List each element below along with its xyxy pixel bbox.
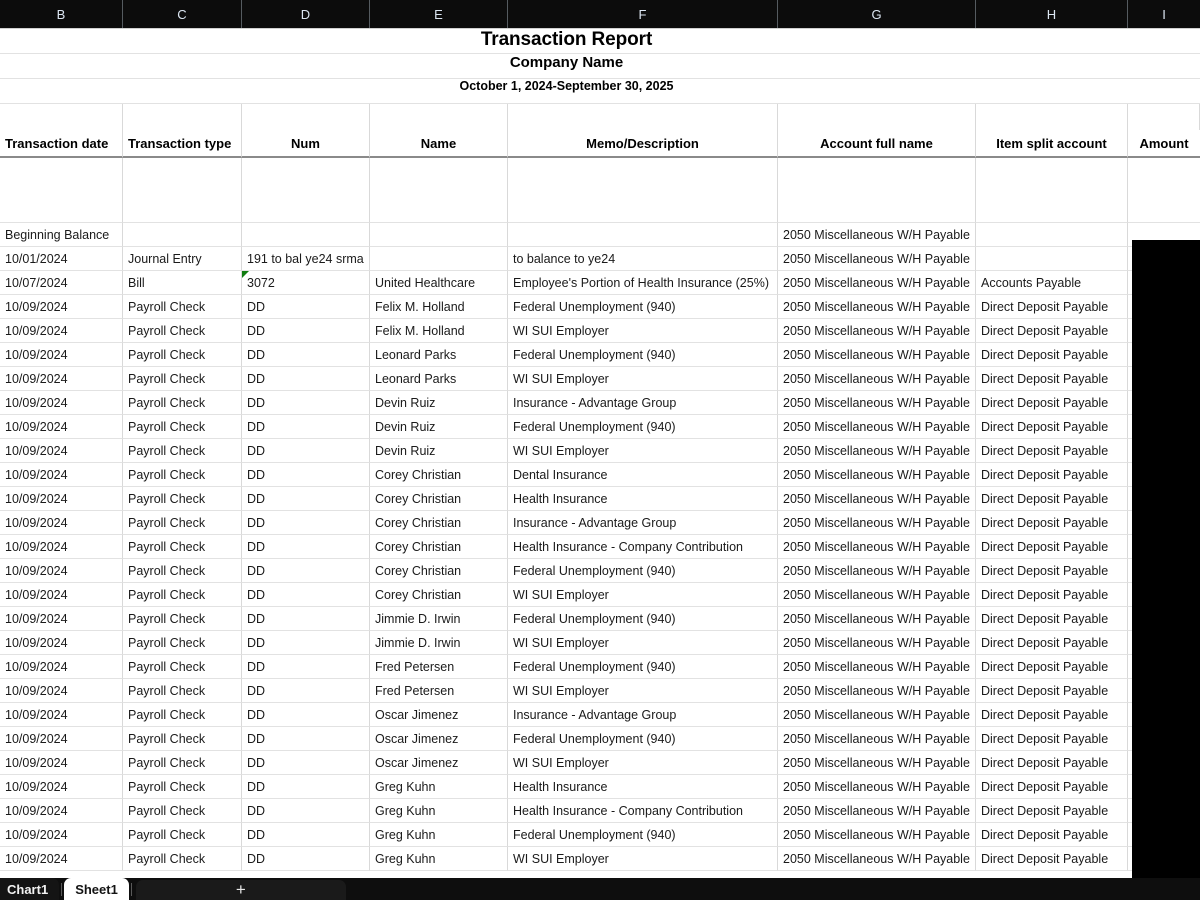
cell-num[interactable]: DD xyxy=(242,607,370,631)
cell-account[interactable]: 2050 Miscellaneous W/H Payable xyxy=(778,487,976,511)
cell-account[interactable]: 2050 Miscellaneous W/H Payable xyxy=(778,607,976,631)
tab-separator xyxy=(61,883,62,896)
cell-type[interactable]: Payroll Check xyxy=(123,727,242,751)
cell-num[interactable]: DD xyxy=(242,415,370,439)
table-row[interactable] xyxy=(0,487,1200,511)
table-row[interactable] xyxy=(0,727,1200,751)
cell-type[interactable]: Payroll Check xyxy=(123,463,242,487)
blank-spacer-row xyxy=(0,104,1200,130)
cell-num[interactable]: DD xyxy=(242,583,370,607)
cell-name[interactable]: United Healthcare xyxy=(370,271,508,295)
cell-memo[interactable]: Federal Unemployment (940) xyxy=(508,655,778,679)
cell-date[interactable]: 10/07/2024 xyxy=(0,271,123,295)
table-row[interactable] xyxy=(0,295,1200,319)
cell-memo[interactable]: Federal Unemployment (940) xyxy=(508,823,778,847)
cell-split[interactable]: Direct Deposit Payable xyxy=(976,415,1128,439)
cell-num[interactable]: 3072 xyxy=(242,271,370,295)
cell-split[interactable]: Direct Deposit Payable xyxy=(976,727,1128,751)
cell-type[interactable]: Payroll Check xyxy=(123,295,242,319)
cell-type[interactable]: Payroll Check xyxy=(123,367,242,391)
cell-memo[interactable]: to balance to ye24 xyxy=(508,247,778,271)
cell-num[interactable]: DD xyxy=(242,751,370,775)
cell-type[interactable]: Payroll Check xyxy=(123,511,242,535)
cell-type[interactable]: Payroll Check xyxy=(123,391,242,415)
grid-cell[interactable] xyxy=(976,104,1128,130)
cell-account[interactable]: 2050 Miscellaneous W/H Payable xyxy=(778,751,976,775)
cell-memo[interactable]: WI SUI Employer xyxy=(508,631,778,655)
cell-memo[interactable]: WI SUI Employer xyxy=(508,751,778,775)
cell-date[interactable]: 10/09/2024 xyxy=(0,631,123,655)
column-header-f[interactable]: F xyxy=(508,0,778,28)
cell-num[interactable]: DD xyxy=(242,727,370,751)
cell-name[interactable]: Fred Petersen xyxy=(370,655,508,679)
cell-split[interactable]: Direct Deposit Payable xyxy=(976,535,1128,559)
cell-date[interactable]: 10/09/2024 xyxy=(0,559,123,583)
cell-account[interactable]: 2050 Miscellaneous W/H Payable xyxy=(778,679,976,703)
report-company-row xyxy=(0,54,1200,79)
cell-account[interactable]: 2050 Miscellaneous W/H Payable xyxy=(778,439,976,463)
cell-num[interactable]: DD xyxy=(242,295,370,319)
cell-memo[interactable]: Federal Unemployment (940) xyxy=(508,415,778,439)
cell-num[interactable]: DD xyxy=(242,559,370,583)
cell-name[interactable]: Oscar Jimenez xyxy=(370,751,508,775)
table-header-cell[interactable]: Transaction type xyxy=(123,130,242,158)
table-row[interactable] xyxy=(0,679,1200,703)
table-row[interactable] xyxy=(0,367,1200,391)
cell-memo[interactable]: Dental Insurance xyxy=(508,463,778,487)
cell-account[interactable]: 2050 Miscellaneous W/H Payable xyxy=(778,559,976,583)
grid-cell[interactable] xyxy=(508,158,778,223)
cell-split[interactable]: Direct Deposit Payable xyxy=(976,319,1128,343)
cell-memo[interactable]: Federal Unemployment (940) xyxy=(508,727,778,751)
blank-tall-row xyxy=(0,158,1200,223)
cell-split[interactable]: Direct Deposit Payable xyxy=(976,511,1128,535)
grid-cell[interactable] xyxy=(778,104,976,130)
cell-name[interactable] xyxy=(370,223,508,247)
column-header-g[interactable]: G xyxy=(778,0,976,28)
cell-memo[interactable]: Insurance - Advantage Group xyxy=(508,391,778,415)
table-row[interactable] xyxy=(0,751,1200,775)
cell-type[interactable]: Payroll Check xyxy=(123,703,242,727)
sheet-tab-sheet1[interactable]: Sheet1 xyxy=(64,878,129,900)
cell-name[interactable]: Corey Christian xyxy=(370,487,508,511)
cell-account[interactable]: 2050 Miscellaneous W/H Payable xyxy=(778,511,976,535)
cell-split[interactable]: Direct Deposit Payable xyxy=(976,607,1128,631)
report-title-row xyxy=(0,29,1200,54)
cell-memo[interactable]: WI SUI Employer xyxy=(508,583,778,607)
cell-date[interactable]: 10/09/2024 xyxy=(0,703,123,727)
cell-type[interactable]: Payroll Check xyxy=(123,583,242,607)
cell-memo[interactable]: Insurance - Advantage Group xyxy=(508,511,778,535)
cell-name[interactable]: Corey Christian xyxy=(370,535,508,559)
column-header-h[interactable]: H xyxy=(976,0,1128,28)
cell-memo[interactable]: Federal Unemployment (940) xyxy=(508,607,778,631)
black-overlay-panel xyxy=(1132,240,1200,878)
cell-type[interactable]: Payroll Check xyxy=(123,775,242,799)
grid-cell[interactable] xyxy=(1128,79,1200,104)
table-header-cell[interactable]: Transaction date xyxy=(0,130,123,158)
column-header-d[interactable]: D xyxy=(242,0,370,28)
cell-name[interactable]: Leonard Parks xyxy=(370,343,508,367)
cell-account[interactable]: 2050 Miscellaneous W/H Payable xyxy=(778,703,976,727)
grid-cell[interactable] xyxy=(123,158,242,223)
cell-date[interactable]: 10/09/2024 xyxy=(0,535,123,559)
cell-name[interactable]: Fred Petersen xyxy=(370,679,508,703)
cell-num[interactable]: DD xyxy=(242,367,370,391)
cell-type[interactable]: Payroll Check xyxy=(123,823,242,847)
cell-date[interactable]: 10/09/2024 xyxy=(0,319,123,343)
cell-split[interactable]: Direct Deposit Payable xyxy=(976,847,1128,871)
cell-date[interactable]: 10/09/2024 xyxy=(0,487,123,511)
table-row[interactable] xyxy=(0,655,1200,679)
cell-split[interactable]: Direct Deposit Payable xyxy=(976,655,1128,679)
table-row[interactable] xyxy=(0,223,1200,247)
cell-name[interactable]: Greg Kuhn xyxy=(370,799,508,823)
cell-date[interactable]: 10/09/2024 xyxy=(0,367,123,391)
cell-name[interactable]: Corey Christian xyxy=(370,583,508,607)
cell-memo[interactable] xyxy=(508,223,778,247)
cell-num[interactable]: DD xyxy=(242,823,370,847)
cell-account[interactable]: 2050 Miscellaneous W/H Payable xyxy=(778,727,976,751)
cell-num[interactable]: DD xyxy=(242,703,370,727)
table-row[interactable] xyxy=(0,583,1200,607)
cell-memo[interactable]: Federal Unemployment (940) xyxy=(508,559,778,583)
table-header-cell[interactable]: Account full name xyxy=(778,130,976,158)
table-row[interactable] xyxy=(0,607,1200,631)
cell-account[interactable]: 2050 Miscellaneous W/H Payable xyxy=(778,775,976,799)
table-row[interactable] xyxy=(0,703,1200,727)
cell-num[interactable]: DD xyxy=(242,487,370,511)
cell-split[interactable]: Accounts Payable xyxy=(976,271,1128,295)
cell-memo[interactable]: Federal Unemployment (940) xyxy=(508,343,778,367)
cell-name[interactable]: Leonard Parks xyxy=(370,367,508,391)
cell-account[interactable]: 2050 Miscellaneous W/H Payable xyxy=(778,631,976,655)
table-header-cell[interactable]: Item split account xyxy=(976,130,1128,158)
tab-separator xyxy=(131,883,132,896)
table-row[interactable] xyxy=(0,463,1200,487)
cell-name[interactable]: Greg Kuhn xyxy=(370,823,508,847)
cell-account[interactable]: 2050 Miscellaneous W/H Payable xyxy=(778,367,976,391)
cell-type[interactable]: Payroll Check xyxy=(123,415,242,439)
table-row[interactable] xyxy=(0,247,1200,271)
cell-type[interactable]: Payroll Check xyxy=(123,655,242,679)
grid-cell[interactable] xyxy=(1128,104,1200,130)
cell-account[interactable]: 2050 Miscellaneous W/H Payable xyxy=(778,463,976,487)
cell-type[interactable]: Payroll Check xyxy=(123,343,242,367)
cell-num[interactable]: DD xyxy=(242,847,370,871)
table-header-cell[interactable]: Name xyxy=(370,130,508,158)
cell-name[interactable]: Greg Kuhn xyxy=(370,775,508,799)
cell-num[interactable] xyxy=(242,223,370,247)
column-header-c[interactable]: C xyxy=(123,0,242,28)
cell-date[interactable]: 10/09/2024 xyxy=(0,295,123,319)
grid-cell[interactable] xyxy=(370,158,508,223)
cell-memo[interactable]: Health Insurance xyxy=(508,487,778,511)
cell-date[interactable]: 10/09/2024 xyxy=(0,751,123,775)
cell-name[interactable]: Jimmie D. Irwin xyxy=(370,631,508,655)
grid-cell[interactable] xyxy=(242,158,370,223)
cell-date[interactable]: 10/09/2024 xyxy=(0,607,123,631)
sheet-tab-chart1[interactable]: Chart1 xyxy=(0,878,59,900)
cell-account[interactable]: 2050 Miscellaneous W/H Payable xyxy=(778,391,976,415)
cell-memo[interactable]: Health Insurance - Company Contribution xyxy=(508,799,778,823)
cell-num[interactable]: DD xyxy=(242,319,370,343)
grid-cell[interactable] xyxy=(508,104,778,130)
cell-account[interactable]: 2050 Miscellaneous W/H Payable xyxy=(778,415,976,439)
sheet-tab-bar xyxy=(0,878,1200,900)
cell-date[interactable]: 10/09/2024 xyxy=(0,463,123,487)
cell-error-triangle-icon xyxy=(242,271,249,278)
cell-memo[interactable]: Health Insurance - Company Contribution xyxy=(508,535,778,559)
cell-date[interactable]: 10/09/2024 xyxy=(0,823,123,847)
cell-account[interactable]: 2050 Miscellaneous W/H Payable xyxy=(778,823,976,847)
column-header-b[interactable]: B xyxy=(0,0,123,28)
cell-name[interactable]: Felix M. Holland xyxy=(370,295,508,319)
table-row[interactable] xyxy=(0,271,1200,295)
table-row[interactable] xyxy=(0,319,1200,343)
cell-name[interactable]: Felix M. Holland xyxy=(370,319,508,343)
cell-date[interactable]: 10/09/2024 xyxy=(0,727,123,751)
column-header-i[interactable]: I xyxy=(1162,6,1166,22)
cell-date[interactable]: 10/09/2024 xyxy=(0,583,123,607)
tab-bar-filler xyxy=(346,878,1200,900)
cell-type[interactable]: Payroll Check xyxy=(123,847,242,871)
cell-name[interactable]: Corey Christian xyxy=(370,511,508,535)
cell-memo[interactable]: Insurance - Advantage Group xyxy=(508,703,778,727)
table-row[interactable] xyxy=(0,343,1200,367)
grid-cell[interactable] xyxy=(1128,158,1200,223)
cell-split[interactable]: Direct Deposit Payable xyxy=(976,703,1128,727)
add-sheet-button[interactable]: + xyxy=(136,880,346,900)
cell-type[interactable]: Payroll Check xyxy=(123,559,242,583)
table-row[interactable] xyxy=(0,535,1200,559)
cell-split[interactable]: Direct Deposit Payable xyxy=(976,367,1128,391)
cell-type[interactable]: Payroll Check xyxy=(123,607,242,631)
grid-cell[interactable] xyxy=(1128,54,1200,79)
cell-split[interactable] xyxy=(976,247,1128,271)
cell-type[interactable]: Journal Entry xyxy=(123,247,242,271)
table-row[interactable] xyxy=(0,775,1200,799)
cell-num[interactable]: DD xyxy=(242,631,370,655)
cell-name[interactable]: Greg Kuhn xyxy=(370,847,508,871)
cell-date[interactable]: Beginning Balance xyxy=(0,223,123,247)
cell-split[interactable]: Direct Deposit Payable xyxy=(976,799,1128,823)
cell-memo[interactable]: WI SUI Employer xyxy=(508,679,778,703)
report-company-row-text: Company Name xyxy=(509,54,624,71)
cell-split[interactable]: Direct Deposit Payable xyxy=(976,295,1128,319)
cell-memo[interactable]: Federal Unemployment (940) xyxy=(508,295,778,319)
cell-name[interactable]: Devin Ruiz xyxy=(370,415,508,439)
cell-account[interactable]: 2050 Miscellaneous W/H Payable xyxy=(778,295,976,319)
cell-memo[interactable]: WI SUI Employer xyxy=(508,319,778,343)
cell-date[interactable]: 10/09/2024 xyxy=(0,679,123,703)
cell-date[interactable]: 10/09/2024 xyxy=(0,799,123,823)
table-header-cell[interactable]: Memo/Description xyxy=(508,130,778,158)
table-row[interactable] xyxy=(0,799,1200,823)
table-header-row xyxy=(0,130,1200,158)
cell-memo[interactable]: Employee's Portion of Health Insurance (25%) xyxy=(508,271,778,295)
cell-num[interactable]: 191 to bal ye24 srma xyxy=(242,247,370,271)
grid-cell[interactable] xyxy=(778,158,976,223)
cell-split[interactable]: Direct Deposit Payable xyxy=(976,823,1128,847)
cell-num[interactable]: DD xyxy=(242,391,370,415)
table-row[interactable] xyxy=(0,847,1200,871)
report-title-row-text: Transaction Report xyxy=(480,29,653,50)
cell-num[interactable]: DD xyxy=(242,799,370,823)
grid-cell[interactable] xyxy=(242,104,370,130)
cell-split[interactable]: Direct Deposit Payable xyxy=(976,751,1128,775)
cell-split[interactable]: Direct Deposit Payable xyxy=(976,679,1128,703)
table-row[interactable] xyxy=(0,415,1200,439)
cell-name[interactable]: Corey Christian xyxy=(370,463,508,487)
cell-num[interactable]: DD xyxy=(242,439,370,463)
cell-type[interactable]: Payroll Check xyxy=(123,487,242,511)
grid-cell[interactable] xyxy=(0,104,123,130)
table-row[interactable] xyxy=(0,559,1200,583)
cell-num[interactable]: DD xyxy=(242,775,370,799)
grid-cell[interactable] xyxy=(0,158,123,223)
cell-memo[interactable]: WI SUI Employer xyxy=(508,847,778,871)
report-period-row xyxy=(0,79,1200,104)
report-period-row-text: October 1, 2024-September 30, 2025 xyxy=(459,79,674,93)
cell-split[interactable]: Direct Deposit Payable xyxy=(976,559,1128,583)
table-row[interactable] xyxy=(0,511,1200,535)
cell-date[interactable]: 10/09/2024 xyxy=(0,415,123,439)
cell-split[interactable]: Direct Deposit Payable xyxy=(976,487,1128,511)
cell-num[interactable]: DD xyxy=(242,679,370,703)
column-header-e[interactable]: E xyxy=(370,0,508,28)
cell-num[interactable]: DD xyxy=(242,535,370,559)
cell-memo[interactable]: WI SUI Employer xyxy=(508,367,778,391)
cell-split[interactable] xyxy=(976,223,1128,247)
cell-account[interactable]: 2050 Miscellaneous W/H Payable xyxy=(778,271,976,295)
cell-account[interactable]: 2050 Miscellaneous W/H Payable xyxy=(778,799,976,823)
cell-num[interactable]: DD xyxy=(242,343,370,367)
table-row[interactable] xyxy=(0,631,1200,655)
cell-date[interactable]: 10/09/2024 xyxy=(0,775,123,799)
cell-name[interactable]: Devin Ruiz xyxy=(370,439,508,463)
cell-account[interactable]: 2050 Miscellaneous W/H Payable xyxy=(778,847,976,871)
cell-split[interactable]: Direct Deposit Payable xyxy=(976,391,1128,415)
spreadsheet-grid xyxy=(0,29,1200,871)
cell-name[interactable]: Corey Christian xyxy=(370,559,508,583)
cell-type[interactable]: Payroll Check xyxy=(123,631,242,655)
cell-account[interactable]: 2050 Miscellaneous W/H Payable xyxy=(778,247,976,271)
cell-split[interactable]: Direct Deposit Payable xyxy=(976,583,1128,607)
cell-name[interactable]: Jimmie D. Irwin xyxy=(370,607,508,631)
grid-cell[interactable] xyxy=(370,104,508,130)
cell-date[interactable]: 10/09/2024 xyxy=(0,655,123,679)
column-header-strip xyxy=(0,0,1200,29)
table-row[interactable] xyxy=(0,823,1200,847)
cell-account[interactable]: 2050 Miscellaneous W/H Payable xyxy=(778,223,976,247)
cell-type[interactable] xyxy=(123,223,242,247)
table-row[interactable] xyxy=(0,391,1200,415)
cell-type[interactable]: Payroll Check xyxy=(123,439,242,463)
cell-date[interactable]: 10/09/2024 xyxy=(0,343,123,367)
cell-memo[interactable]: WI SUI Employer xyxy=(508,439,778,463)
cell-date[interactable]: 10/09/2024 xyxy=(0,847,123,871)
cell-type[interactable]: Payroll Check xyxy=(123,799,242,823)
cell-num[interactable]: DD xyxy=(242,655,370,679)
table-header-cell[interactable]: Amount xyxy=(1128,130,1200,158)
grid-cell[interactable] xyxy=(123,104,242,130)
cell-name[interactable]: Devin Ruiz xyxy=(370,391,508,415)
cell-split[interactable]: Direct Deposit Payable xyxy=(976,631,1128,655)
cell-type[interactable]: Payroll Check xyxy=(123,535,242,559)
grid-cell[interactable] xyxy=(976,158,1128,223)
cell-account[interactable]: 2050 Miscellaneous W/H Payable xyxy=(778,655,976,679)
cell-date[interactable]: 10/09/2024 xyxy=(0,439,123,463)
cell-memo[interactable]: Health Insurance xyxy=(508,775,778,799)
cell-type[interactable]: Payroll Check xyxy=(123,679,242,703)
cell-date[interactable]: 10/01/2024 xyxy=(0,247,123,271)
cell-account[interactable]: 2050 Miscellaneous W/H Payable xyxy=(778,343,976,367)
cell-split[interactable]: Direct Deposit Payable xyxy=(976,775,1128,799)
cell-name[interactable]: Oscar Jimenez xyxy=(370,703,508,727)
table-header-cell[interactable]: Num xyxy=(242,130,370,158)
grid-cell[interactable] xyxy=(1128,29,1200,54)
cell-account[interactable]: 2050 Miscellaneous W/H Payable xyxy=(778,535,976,559)
cell-date[interactable]: 10/09/2024 xyxy=(0,511,123,535)
table-row[interactable] xyxy=(0,439,1200,463)
cell-num[interactable]: DD xyxy=(242,511,370,535)
cell-account[interactable]: 2050 Miscellaneous W/H Payable xyxy=(778,583,976,607)
cell-type[interactable]: Payroll Check xyxy=(123,319,242,343)
cell-split[interactable]: Direct Deposit Payable xyxy=(976,463,1128,487)
cell-date[interactable]: 10/09/2024 xyxy=(0,391,123,415)
cell-name[interactable] xyxy=(370,247,508,271)
cell-split[interactable]: Direct Deposit Payable xyxy=(976,343,1128,367)
cell-split[interactable]: Direct Deposit Payable xyxy=(976,439,1128,463)
cell-account[interactable]: 2050 Miscellaneous W/H Payable xyxy=(778,319,976,343)
cell-type[interactable]: Payroll Check xyxy=(123,751,242,775)
cell-num[interactable]: DD xyxy=(242,463,370,487)
cell-type[interactable]: Bill xyxy=(123,271,242,295)
cell-name[interactable]: Oscar Jimenez xyxy=(370,727,508,751)
